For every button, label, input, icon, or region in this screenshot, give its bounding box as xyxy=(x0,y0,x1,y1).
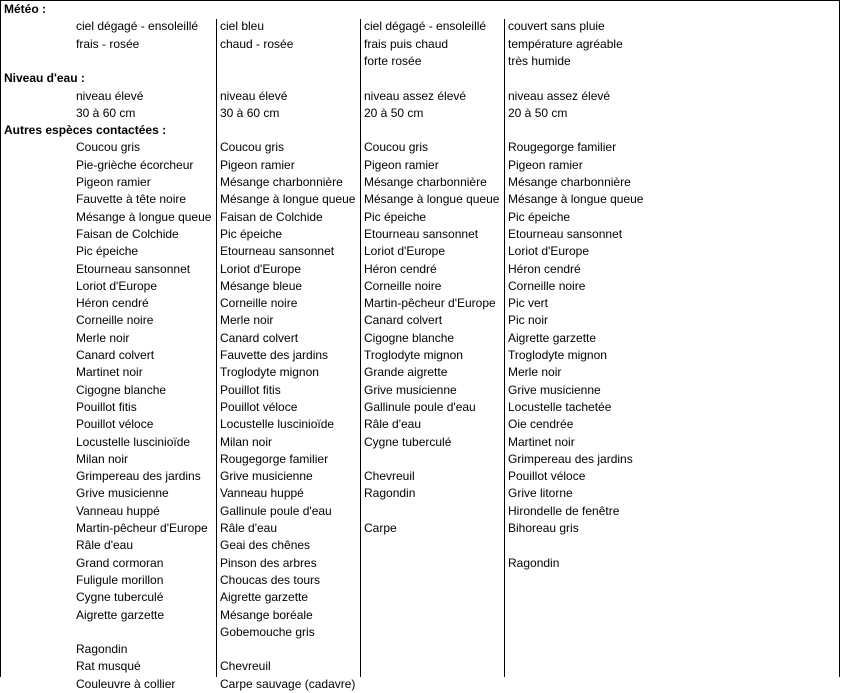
species-cell: Rat musqué xyxy=(76,659,141,674)
species-cell: Faisan de Colchide xyxy=(220,209,323,224)
species-cell: Héron cendré xyxy=(508,261,581,276)
species-row xyxy=(1,364,841,381)
species-cell: Locustelle luscinioïde xyxy=(76,434,191,449)
species-cell: Carpe sauvage (cadavre) xyxy=(220,676,356,691)
species-cell: Faisan de Colchide xyxy=(76,226,179,241)
species-row xyxy=(1,485,841,502)
species-row xyxy=(1,555,841,572)
species-row xyxy=(1,451,841,468)
species-cell: Coucou gris xyxy=(76,140,141,155)
species-cell: Choucas des tours xyxy=(220,572,321,587)
species-cell: Héron cendré xyxy=(364,261,437,276)
species-row xyxy=(1,330,841,347)
species-cell: Cigogne blanche xyxy=(76,382,167,397)
species-cell: Martin-pêcheur d'Europe xyxy=(76,521,208,535)
species-cell: Vanneau huppé xyxy=(76,503,160,518)
meteo-cell: frais - rosée xyxy=(76,36,140,51)
species-cell: Canard colvert xyxy=(220,330,299,345)
species-row xyxy=(1,209,841,226)
section-row xyxy=(1,1,841,18)
species-cell: Cygne tuberculé xyxy=(364,434,452,449)
species-cell: Coucou gris xyxy=(364,140,429,155)
species-row xyxy=(1,589,841,606)
species-cell: Pic épeiche xyxy=(76,244,139,259)
species-row xyxy=(1,503,841,520)
meteo-cell: température agréable xyxy=(508,36,623,51)
species-cell: Mésange charbonnière xyxy=(220,175,343,189)
species-cell: Vanneau huppé xyxy=(220,486,304,501)
species-cell: Merle noir xyxy=(220,313,274,328)
species-cell: Mésange à longue queue xyxy=(508,192,644,207)
species-cell: Grive musicienne xyxy=(508,382,601,397)
species-cell: Bihoreau gris xyxy=(508,521,579,535)
species-row xyxy=(1,416,841,433)
species-row xyxy=(1,226,841,243)
species-cell: Locustelle luscinioïde xyxy=(220,417,335,432)
species-cell: Corneille noire xyxy=(76,313,154,328)
niveau-cell: 30 à 60 cm xyxy=(220,105,280,120)
species-cell: Etourneau sansonnet xyxy=(76,261,191,276)
species-row xyxy=(1,434,841,451)
meteo-row xyxy=(1,18,841,35)
meteo-row xyxy=(1,36,841,53)
niveau-cell: 20 à 50 cm xyxy=(364,105,424,120)
species-cell: Grimpereau des jardins xyxy=(508,451,633,466)
species-cell: Râle d'eau xyxy=(76,538,133,553)
meteo-row xyxy=(1,53,841,70)
species-cell: Grand cormoran xyxy=(76,555,164,570)
species-cell: Ragondin xyxy=(508,555,560,570)
niveau-cell: niveau élevé xyxy=(76,88,144,103)
species-cell: Martinet noir xyxy=(76,365,143,380)
species-cell: Grimpereau des jardins xyxy=(76,469,201,484)
species-cell: Mésange à longue queue xyxy=(76,209,212,224)
species-cell: Pie-grièche écorcheur xyxy=(76,157,194,172)
species-cell: Fauvette des jardins xyxy=(220,348,329,362)
species-cell: Carpe xyxy=(364,521,397,535)
species-cell: Mésange à longue queue xyxy=(220,192,356,207)
species-cell: Oie cendrée xyxy=(508,417,574,432)
species-cell: Mésange charbonnière xyxy=(364,175,487,189)
species-cell: Pouillot véloce xyxy=(220,399,298,414)
species-cell: Pouillot véloce xyxy=(76,417,154,432)
species-cell: Loriot d'Europe xyxy=(508,244,590,259)
species-row xyxy=(1,641,841,658)
section-row xyxy=(1,122,841,139)
species-row xyxy=(1,139,841,156)
meteo-cell: forte rosée xyxy=(364,53,422,68)
species-cell: Coucou gris xyxy=(220,140,285,155)
species-cell: Cygne tuberculé xyxy=(76,590,164,605)
species-cell: Troglodyte mignon xyxy=(364,348,463,362)
species-cell: Loriot d'Europe xyxy=(220,261,302,276)
species-cell: Pigeon ramier xyxy=(364,157,439,172)
species-cell: Rougegorge familier xyxy=(220,451,329,466)
species-row xyxy=(1,191,841,208)
meteo-cell: ciel dégagé - ensoleillé xyxy=(76,19,199,34)
species-cell: Aigrette garzette xyxy=(76,607,165,622)
species-cell: Rougegorge familier xyxy=(508,140,617,155)
meteo-cell: frais puis chaud xyxy=(364,36,449,51)
species-row xyxy=(1,658,841,675)
meteo-cell: couvert sans pluie xyxy=(508,19,605,34)
species-cell: Grande aigrette xyxy=(364,365,448,380)
species-cell: Pic épeiche xyxy=(364,209,427,224)
species-cell: Milan noir xyxy=(220,434,273,449)
species-cell: Chevreuil xyxy=(364,469,415,484)
species-cell: Mésange boréale xyxy=(220,607,313,622)
species-cell: Locustelle tachetée xyxy=(508,399,612,414)
niveau-row xyxy=(1,88,841,105)
species-cell: Etourneau sansonnet xyxy=(508,226,623,241)
niveau-cell: niveau assez élevé xyxy=(508,88,611,103)
species-cell: Grive musicienne xyxy=(220,469,313,484)
species-cell: Hirondelle de fenêtre xyxy=(508,503,620,518)
species-cell: Pigeon ramier xyxy=(508,157,583,172)
species-cell: Canard colvert xyxy=(364,313,443,328)
meteo-cell: ciel dégagé - ensoleillé xyxy=(364,19,487,34)
section-label: Météo : xyxy=(4,2,46,16)
species-cell: Merle noir xyxy=(76,330,130,345)
species-row xyxy=(1,312,841,329)
species-cell: Mésange bleue xyxy=(220,278,303,293)
species-cell: Pouillot fitis xyxy=(76,399,137,414)
species-cell: Ragondin xyxy=(364,486,416,501)
species-cell: Martinet noir xyxy=(508,434,575,449)
species-cell: Troglodyte mignon xyxy=(508,348,607,362)
species-row xyxy=(1,382,841,399)
species-cell: Pinson des arbres xyxy=(220,555,317,570)
species-cell: Martin-pêcheur d'Europe xyxy=(364,296,496,311)
niveau-cell: 30 à 60 cm xyxy=(76,105,136,120)
species-row xyxy=(1,520,841,537)
species-cell: Geai des chênes xyxy=(220,538,311,553)
species-cell: Pic vert xyxy=(508,296,549,311)
species-cell: Grive musicienne xyxy=(76,486,169,501)
species-cell: Corneille noire xyxy=(508,278,586,293)
species-cell: Aigrette garzette xyxy=(508,330,597,345)
species-cell: Mésange charbonnière xyxy=(508,175,631,189)
species-cell: Couleuvre à collier xyxy=(76,676,176,691)
section-label: Autres espèces contactées : xyxy=(4,123,167,138)
species-cell: Ragondin xyxy=(76,642,128,657)
meteo-cell: très humide xyxy=(508,53,571,68)
species-row xyxy=(1,261,841,278)
species-cell: Milan noir xyxy=(76,451,129,466)
species-cell: Pigeon ramier xyxy=(76,175,151,189)
species-cell: Etourneau sansonnet xyxy=(364,226,479,241)
species-cell: Merle noir xyxy=(508,365,562,380)
species-row xyxy=(1,607,841,624)
section-label: Niveau d'eau : xyxy=(4,71,85,86)
species-row xyxy=(1,278,841,295)
species-cell: Corneille noire xyxy=(364,278,442,293)
species-cell: Mésange à longue queue xyxy=(364,192,500,207)
species-cell: Aigrette garzette xyxy=(220,590,309,605)
species-cell: Cigogne blanche xyxy=(364,330,455,345)
species-row xyxy=(1,295,841,312)
species-cell: Loriot d'Europe xyxy=(76,278,158,293)
species-cell: Corneille noire xyxy=(220,296,298,311)
meteo-cell: ciel bleu xyxy=(220,19,265,34)
species-cell: Gallinule poule d'eau xyxy=(364,399,476,414)
species-row xyxy=(1,676,841,693)
niveau-cell: niveau élevé xyxy=(220,88,288,103)
species-cell: Pouillot fitis xyxy=(220,382,281,397)
species-row xyxy=(1,347,841,364)
species-cell: Pic épeiche xyxy=(508,209,571,224)
species-cell: Canard colvert xyxy=(76,348,155,362)
species-row xyxy=(1,157,841,174)
species-cell: Gallinule poule d'eau xyxy=(220,503,332,518)
section-row xyxy=(1,70,841,87)
niveau-row xyxy=(1,105,841,122)
species-row xyxy=(1,468,841,485)
species-cell: Râle d'eau xyxy=(364,417,421,432)
species-row xyxy=(1,572,841,589)
species-cell: Pic noir xyxy=(508,313,549,328)
species-cell: Troglodyte mignon xyxy=(220,365,319,380)
species-row xyxy=(1,174,841,191)
species-cell: Fuligule morillon xyxy=(76,572,164,587)
species-row xyxy=(1,243,841,260)
species-cell: Gobemouche gris xyxy=(220,624,315,639)
species-cell: Loriot d'Europe xyxy=(364,244,446,259)
species-cell: Râle d'eau xyxy=(220,521,277,535)
species-cell: Chevreuil xyxy=(220,659,271,674)
species-cell: Grive litorne xyxy=(508,486,573,501)
species-cell: Pouillot véloce xyxy=(508,469,586,484)
species-row xyxy=(1,399,841,416)
species-cell: Héron cendré xyxy=(76,296,149,311)
species-cell: Pigeon ramier xyxy=(220,157,295,172)
niveau-cell: 20 à 50 cm xyxy=(508,105,568,120)
species-cell: Grive musicienne xyxy=(364,382,457,397)
niveau-cell: niveau assez élevé xyxy=(364,88,467,103)
species-cell: Etourneau sansonnet xyxy=(220,244,335,259)
species-cell: Pic épeiche xyxy=(220,226,283,241)
species-row xyxy=(1,537,841,554)
species-cell: Fauvette à tête noire xyxy=(76,192,187,207)
meteo-cell: chaud - rosée xyxy=(220,36,294,51)
species-row xyxy=(1,624,841,641)
